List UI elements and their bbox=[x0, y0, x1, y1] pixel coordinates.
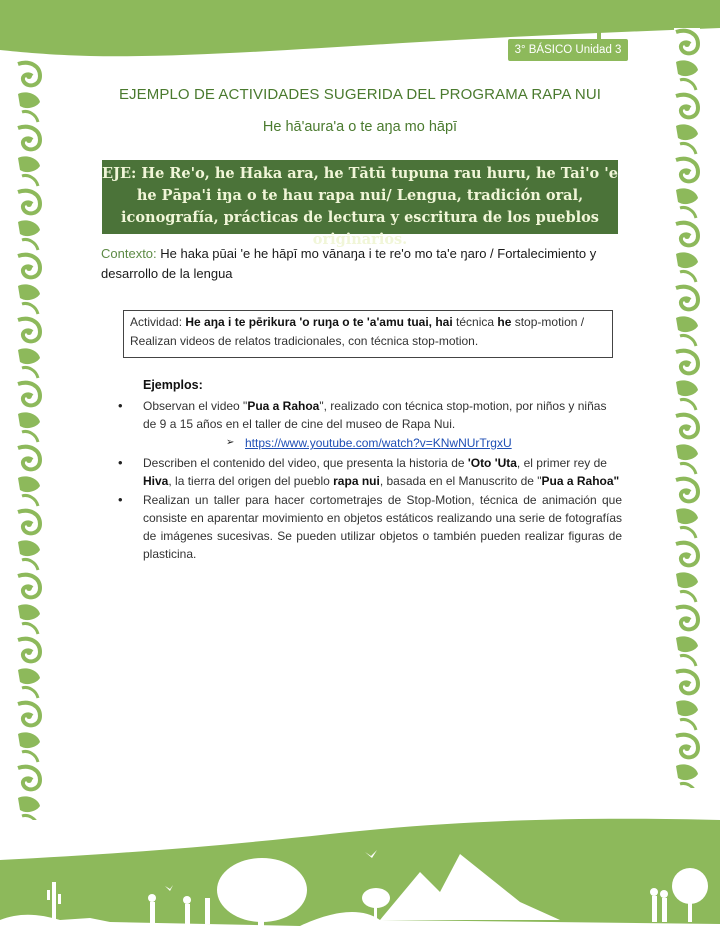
right-ornament-border bbox=[674, 28, 700, 788]
ejemplo-2-text: , basada en el Manuscrito de " bbox=[379, 474, 542, 488]
left-ornament-border bbox=[16, 60, 42, 820]
ejemplo-2-bold-hiva: Hiva bbox=[143, 474, 169, 488]
contexto-text: He haka pūai 'e he hāpī mo vānaŋa i te re'o mo ta'e ŋaro / Fortalecimiento y desarrollo de la lengua bbox=[101, 246, 597, 281]
ejemplos-heading: Ejemplos: bbox=[143, 378, 203, 392]
document-title: EJEMPLO DE ACTIVIDADES SUGERIDA DEL PROGRAMA RAPA NUI bbox=[118, 86, 602, 103]
actividad-bold-1: He aŋa i te pērikura 'o ruŋa o te 'a'amu tuai, hai bbox=[185, 315, 453, 329]
ejemplo-2-text: , la tierra del origen del pueblo bbox=[168, 474, 334, 488]
ejemplos-list bbox=[110, 397, 622, 433]
ejemplo-3-text: Realizan un taller para hacer cortometrajes de Stop-Motion, técnica de animación que consiste en aparentar movimiento en objetos estáticos realizando una serie de fotografías de imágenes sucesivas. Se pueden utilizar objetos o también pueden realizar figuras de plasticina. bbox=[143, 493, 622, 561]
arrow-bullet-icon: ➢ bbox=[226, 437, 235, 448]
contexto-paragraph bbox=[101, 244, 621, 284]
ejemplo-item-1 bbox=[110, 397, 622, 433]
ejemplos-list-continued bbox=[110, 454, 622, 563]
ejemplos-section bbox=[110, 376, 622, 564]
actividad-bold-2: he bbox=[497, 315, 512, 329]
eje-banner: EJE: He Re'o, he Haka ara, he Tātū tupuna rau huru, he Tai'o 'e he Pāpa'i iŋa o te hau rapa nui/ Lengua, tradición oral, iconografía, prácticas de lectura y escritura de los pueblos originarios. bbox=[102, 160, 618, 234]
ejemplo-2-text: Describen el contenido del video, que presenta la historia de bbox=[143, 456, 468, 470]
ejemplo-2-bold-pua-a-rahoa: Pua a Rahoa" bbox=[541, 474, 620, 488]
ejemplo-item-2 bbox=[110, 454, 622, 490]
contexto-label: Contexto: bbox=[101, 246, 157, 261]
ejemplo-1-bold: Pua a Rahoa bbox=[247, 399, 320, 413]
ejemplo-2-text: , el primer rey de bbox=[516, 456, 607, 470]
video-link-row bbox=[110, 434, 622, 452]
youtube-video-link[interactable]: https://www.youtube.com/watch?v=KNwNUrTrgxU bbox=[245, 436, 512, 450]
actividad-text-2: stop-motion / Realizan videos de relatos tradicionales, con técnica stop-motion. bbox=[130, 315, 585, 348]
ejemplo-2-bold-rapa-nui: rapa nui bbox=[333, 474, 380, 488]
actividad-box bbox=[123, 310, 613, 358]
actividad-label: Actividad: bbox=[130, 315, 186, 329]
unit-badge: 3° BÁSICO Unidad 3 bbox=[508, 39, 628, 61]
actividad-text-1: técnica bbox=[452, 315, 498, 329]
document-subtitle: He hā'aura'a o te aŋa mo hāpī bbox=[262, 119, 458, 135]
footer-landscape-illustration bbox=[0, 802, 720, 932]
ejemplo-2-bold-oto-uta: 'Oto 'Uta bbox=[467, 456, 517, 470]
ejemplo-1-text-post: ", realizado con técnica stop-motion, por niños y niñas de 9 a 15 años en el taller de cine del museo de Rapa Nui. bbox=[143, 399, 607, 431]
ejemplo-1-text-pre: Observan el video " bbox=[143, 399, 248, 413]
ejemplo-item-3 bbox=[110, 491, 622, 563]
